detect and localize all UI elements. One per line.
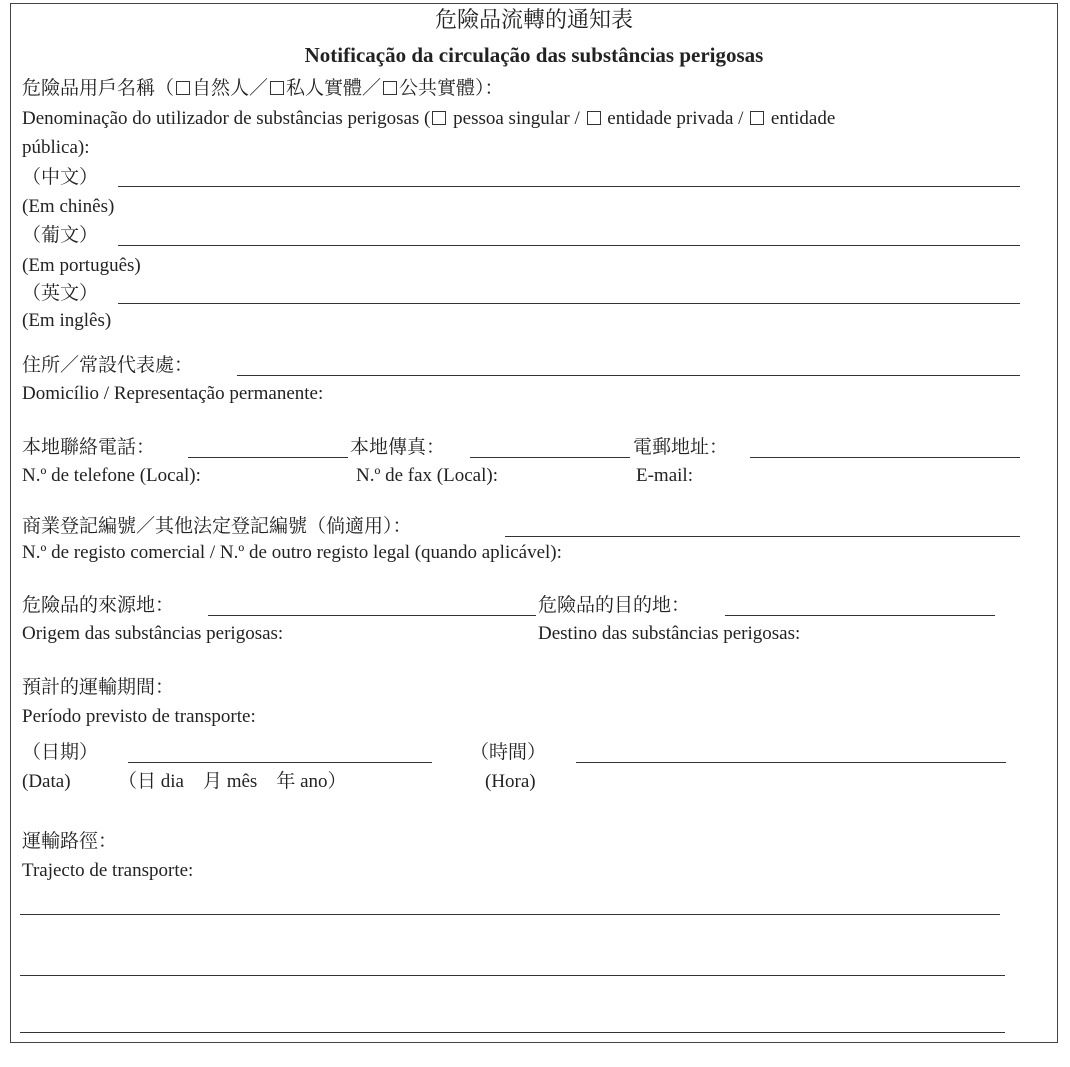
destination-field[interactable] bbox=[725, 615, 995, 616]
date-label-zh: （日期） bbox=[22, 742, 99, 763]
origin-label-zh: 危險品的來源地： bbox=[22, 595, 175, 616]
chinese-name-field[interactable] bbox=[118, 186, 1020, 187]
domicile-field[interactable] bbox=[237, 375, 1020, 376]
portuguese-name-label-zh: （葡文） bbox=[22, 225, 99, 246]
english-name-field[interactable] bbox=[118, 303, 1020, 304]
portuguese-name-label-pt: (Em português) bbox=[22, 255, 141, 276]
entidade-publica-checkbox[interactable] bbox=[750, 111, 764, 125]
fax-field[interactable] bbox=[470, 457, 630, 458]
period-label-pt: Período previsto de transporte: bbox=[22, 706, 256, 727]
date-label-pt: (Data) bbox=[22, 771, 71, 792]
time-label-zh: （時間） bbox=[470, 742, 547, 763]
form-title-zh: 危險品流轉的通知表 bbox=[434, 7, 633, 32]
route-field-line-2[interactable] bbox=[20, 975, 1005, 976]
chinese-name-label-zh: （中文） bbox=[22, 167, 99, 188]
phone-label-zh: 本地聯絡電話： bbox=[22, 437, 156, 458]
period-label-zh: 預計的運輸期間： bbox=[22, 677, 175, 698]
entidade-privada-checkbox[interactable] bbox=[587, 111, 601, 125]
date-format-hint: （日 dia 月 mês 年 ano） bbox=[118, 771, 347, 792]
natural-person-checkbox[interactable] bbox=[176, 81, 190, 95]
chinese-name-label-pt: (Em chinês) bbox=[22, 196, 115, 217]
email-label-zh: 電郵地址： bbox=[633, 437, 729, 458]
route-field-line-3[interactable] bbox=[20, 1032, 1005, 1033]
form-title-pt: Notificação da circulação das substâncias perigosas bbox=[304, 43, 764, 67]
time-label-pt: (Hora) bbox=[485, 771, 536, 792]
phone-label-pt: N.º de telefone (Local): bbox=[22, 465, 201, 486]
destination-label-zh: 危險品的目的地： bbox=[538, 595, 691, 616]
portuguese-name-field[interactable] bbox=[118, 245, 1020, 246]
english-name-label-zh: （英文） bbox=[22, 283, 99, 304]
date-field[interactable] bbox=[128, 762, 432, 763]
user-label-zh: 危險品用戶名稱（ 自然人／ 私人實體／ 公共實體）： bbox=[22, 78, 504, 99]
email-label-pt: E-mail: bbox=[636, 465, 693, 486]
destination-label-pt: Destino das substâncias perigosas: bbox=[538, 623, 801, 644]
email-field[interactable] bbox=[750, 457, 1020, 458]
fax-label-zh: 本地傳真： bbox=[350, 437, 446, 458]
pessoa-singular-checkbox[interactable] bbox=[432, 111, 446, 125]
domicile-label-pt: Domicílio / Representação permanente: bbox=[22, 383, 324, 404]
user-label-pt-line2: pública): bbox=[22, 137, 90, 158]
fax-label-pt: N.º de fax (Local): bbox=[356, 465, 498, 486]
route-field-line-1[interactable] bbox=[20, 914, 1000, 915]
public-entity-checkbox[interactable] bbox=[383, 81, 397, 95]
phone-field[interactable] bbox=[188, 457, 348, 458]
registration-label-pt: N.º de registo comercial / N.º de outro registo legal (quando aplicável): bbox=[22, 542, 562, 563]
english-name-label-pt: (Em inglês) bbox=[22, 310, 112, 331]
registration-field[interactable] bbox=[505, 536, 1020, 537]
route-label-pt: Trajecto de transporte: bbox=[22, 860, 194, 881]
origin-field[interactable] bbox=[208, 615, 536, 616]
private-entity-checkbox[interactable] bbox=[270, 81, 284, 95]
domicile-label-zh: 住所／常設代表處： bbox=[22, 355, 194, 376]
registration-label-zh: 商業登記編號／其他法定登記編號（倘適用）： bbox=[22, 516, 412, 537]
route-label-zh: 運輸路徑： bbox=[22, 831, 118, 852]
origin-label-pt: Origem das substâncias perigosas: bbox=[22, 623, 284, 644]
user-label-pt: Denominação do utilizador de substâncias perigosas ( pessoa singular / entidade privada / entidade bbox=[22, 108, 836, 129]
time-field[interactable] bbox=[576, 762, 1006, 763]
